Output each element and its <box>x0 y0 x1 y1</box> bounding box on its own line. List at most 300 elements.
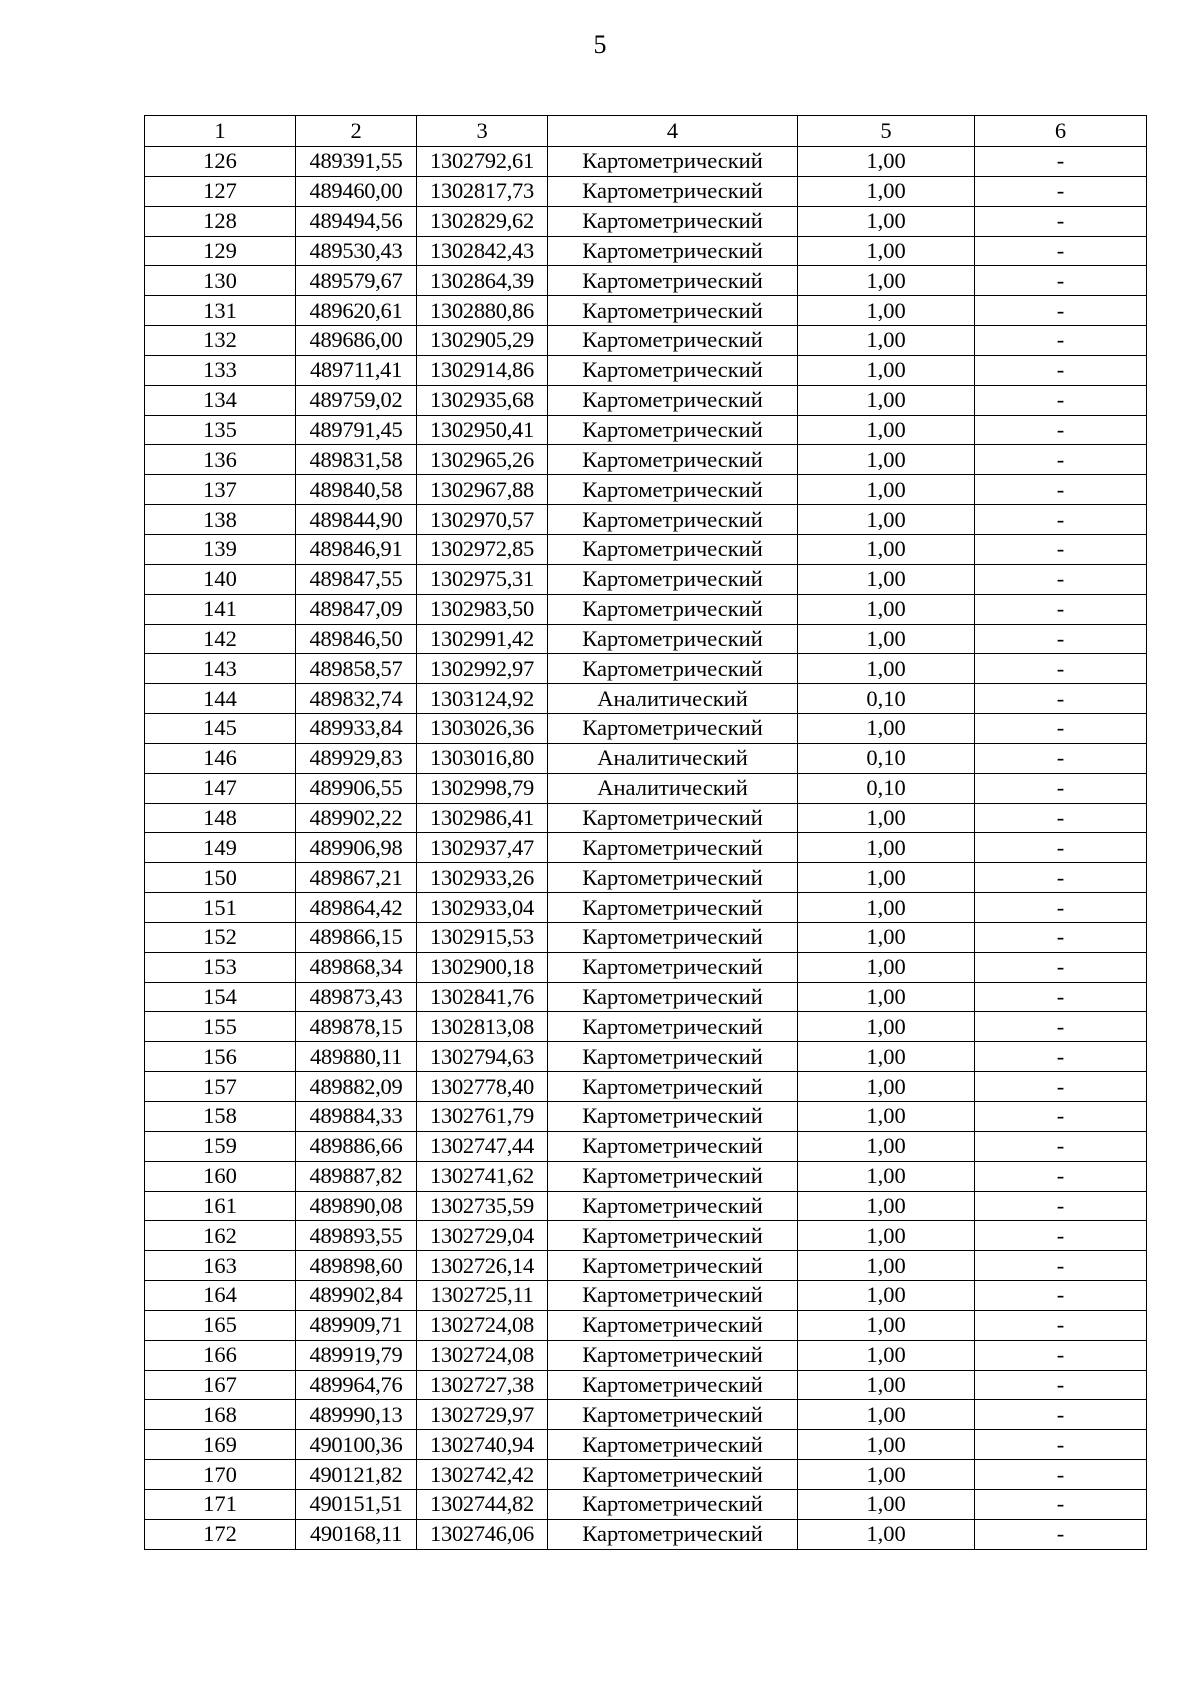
cell-accuracy: 1,00 <box>798 1251 975 1281</box>
table-row <box>145 952 1147 982</box>
cell-coord-x: 489391,55 <box>296 147 417 177</box>
cell-method: Картометрический <box>548 1072 798 1102</box>
cell-method: Картометрический <box>548 952 798 982</box>
cell-method: Картометрический <box>548 1281 798 1311</box>
cell-point-number: 137 <box>145 475 296 505</box>
cell-coord-x: 489902,22 <box>296 803 417 833</box>
header-cell-coord-x: 2 <box>296 116 417 147</box>
cell-method: Картометрический <box>548 147 798 177</box>
cell-point-number: 156 <box>145 1042 296 1072</box>
cell-note: - <box>975 1370 1147 1400</box>
cell-method: Картометрический <box>548 266 798 296</box>
table-row <box>145 1519 1147 1549</box>
cell-accuracy: 1,00 <box>798 266 975 296</box>
cell-coord-y: 1303016,80 <box>417 743 548 773</box>
cell-coord-y: 1302792,61 <box>417 147 548 177</box>
cell-coord-x: 489893,55 <box>296 1221 417 1251</box>
cell-method: Картометрический <box>548 624 798 654</box>
cell-accuracy: 1,00 <box>798 952 975 982</box>
cell-accuracy: 1,00 <box>798 982 975 1012</box>
table-row <box>145 1221 1147 1251</box>
cell-coord-x: 489847,09 <box>296 594 417 624</box>
cell-coord-x: 490121,82 <box>296 1460 417 1490</box>
cell-accuracy: 1,00 <box>798 326 975 356</box>
cell-note: - <box>975 1161 1147 1191</box>
cell-note: - <box>975 743 1147 773</box>
cell-coord-y: 1302900,18 <box>417 952 548 982</box>
table-row <box>145 1460 1147 1490</box>
cell-note: - <box>975 952 1147 982</box>
cell-accuracy: 0,10 <box>798 773 975 803</box>
cell-coord-y: 1302842,43 <box>417 236 548 266</box>
table-row <box>145 326 1147 356</box>
table-row <box>145 1251 1147 1281</box>
table-row <box>145 743 1147 773</box>
cell-method: Картометрический <box>548 1460 798 1490</box>
cell-coord-y: 1302740,94 <box>417 1430 548 1460</box>
cell-note: - <box>975 147 1147 177</box>
table-row <box>145 206 1147 236</box>
cell-note: - <box>975 922 1147 952</box>
cell-accuracy: 1,00 <box>798 505 975 535</box>
cell-method: Картометрический <box>548 1131 798 1161</box>
cell-note: - <box>975 1102 1147 1132</box>
cell-note: - <box>975 534 1147 564</box>
cell-point-number: 167 <box>145 1370 296 1400</box>
cell-point-number: 142 <box>145 624 296 654</box>
cell-note: - <box>975 594 1147 624</box>
cell-coord-y: 1302983,50 <box>417 594 548 624</box>
cell-coord-y: 1302998,79 <box>417 773 548 803</box>
cell-point-number: 169 <box>145 1430 296 1460</box>
cell-point-number: 145 <box>145 714 296 744</box>
cell-point-number: 134 <box>145 385 296 415</box>
table-row <box>145 594 1147 624</box>
table-row <box>145 684 1147 714</box>
cell-accuracy: 1,00 <box>798 863 975 893</box>
cell-method: Картометрический <box>548 564 798 594</box>
cell-accuracy: 1,00 <box>798 833 975 863</box>
cell-accuracy: 1,00 <box>798 1340 975 1370</box>
cell-note: - <box>975 415 1147 445</box>
cell-coord-x: 490100,36 <box>296 1430 417 1460</box>
cell-method: Картометрический <box>548 1191 798 1221</box>
cell-method: Картометрический <box>548 982 798 1012</box>
cell-method: Картометрический <box>548 803 798 833</box>
cell-point-number: 166 <box>145 1340 296 1370</box>
cell-method: Картометрический <box>548 714 798 744</box>
cell-coord-y: 1302965,26 <box>417 445 548 475</box>
cell-point-number: 144 <box>145 684 296 714</box>
table-row <box>145 176 1147 206</box>
cell-note: - <box>975 564 1147 594</box>
cell-accuracy: 1,00 <box>798 236 975 266</box>
cell-coord-y: 1302933,04 <box>417 893 548 923</box>
cell-note: - <box>975 773 1147 803</box>
cell-accuracy: 0,10 <box>798 684 975 714</box>
cell-accuracy: 1,00 <box>798 1042 975 1072</box>
cell-method: Картометрический <box>548 296 798 326</box>
cell-coord-x: 489887,82 <box>296 1161 417 1191</box>
cell-accuracy: 1,00 <box>798 893 975 923</box>
cell-method: Картометрический <box>548 206 798 236</box>
cell-coord-y: 1302864,39 <box>417 266 548 296</box>
cell-coord-y: 1302724,08 <box>417 1340 548 1370</box>
cell-method: Аналитический <box>548 773 798 803</box>
cell-point-number: 159 <box>145 1131 296 1161</box>
cell-method: Картометрический <box>548 1012 798 1042</box>
cell-point-number: 141 <box>145 594 296 624</box>
table-row <box>145 1489 1147 1519</box>
cell-coord-y: 1302761,79 <box>417 1102 548 1132</box>
cell-point-number: 130 <box>145 266 296 296</box>
cell-accuracy: 1,00 <box>798 654 975 684</box>
table-row <box>145 1161 1147 1191</box>
cell-method: Аналитический <box>548 743 798 773</box>
cell-method: Картометрический <box>548 654 798 684</box>
cell-note: - <box>975 982 1147 1012</box>
cell-coord-x: 489873,43 <box>296 982 417 1012</box>
cell-method: Картометрический <box>548 1102 798 1132</box>
cell-method: Картометрический <box>548 534 798 564</box>
cell-note: - <box>975 1221 1147 1251</box>
cell-coord-x: 489990,13 <box>296 1400 417 1430</box>
table-row <box>145 415 1147 445</box>
cell-accuracy: 1,00 <box>798 355 975 385</box>
cell-point-number: 149 <box>145 833 296 863</box>
cell-method: Картометрический <box>548 594 798 624</box>
cell-accuracy: 1,00 <box>798 475 975 505</box>
cell-method: Картометрический <box>548 893 798 923</box>
cell-method: Картометрический <box>548 236 798 266</box>
cell-method: Аналитический <box>548 684 798 714</box>
cell-method: Картометрический <box>548 863 798 893</box>
table-row <box>145 1281 1147 1311</box>
cell-point-number: 138 <box>145 505 296 535</box>
header-cell-note: 6 <box>975 116 1147 147</box>
cell-coord-x: 489933,84 <box>296 714 417 744</box>
cell-coord-y: 1302742,42 <box>417 1460 548 1490</box>
table-row <box>145 982 1147 1012</box>
cell-coord-y: 1302746,06 <box>417 1519 548 1549</box>
table-row <box>145 863 1147 893</box>
table-row <box>145 147 1147 177</box>
cell-point-number: 162 <box>145 1221 296 1251</box>
cell-accuracy: 1,00 <box>798 445 975 475</box>
cell-method: Картометрический <box>548 1161 798 1191</box>
cell-coord-x: 489711,41 <box>296 355 417 385</box>
cell-coord-x: 489579,67 <box>296 266 417 296</box>
cell-accuracy: 1,00 <box>798 594 975 624</box>
cell-coord-x: 489791,45 <box>296 415 417 445</box>
cell-coord-y: 1302970,57 <box>417 505 548 535</box>
cell-method: Картометрический <box>548 176 798 206</box>
cell-coord-x: 489886,66 <box>296 1131 417 1161</box>
cell-coord-x: 489759,02 <box>296 385 417 415</box>
cell-point-number: 152 <box>145 922 296 952</box>
cell-coord-x: 489906,98 <box>296 833 417 863</box>
cell-coord-y: 1302975,31 <box>417 564 548 594</box>
cell-note: - <box>975 1191 1147 1221</box>
cell-note: - <box>975 445 1147 475</box>
cell-coord-x: 489494,56 <box>296 206 417 236</box>
cell-point-number: 161 <box>145 1191 296 1221</box>
cell-point-number: 158 <box>145 1102 296 1132</box>
table-row <box>145 266 1147 296</box>
cell-coord-y: 1302726,14 <box>417 1251 548 1281</box>
cell-coord-x: 490151,51 <box>296 1489 417 1519</box>
cell-accuracy: 1,00 <box>798 1221 975 1251</box>
cell-coord-y: 1302735,59 <box>417 1191 548 1221</box>
table-row <box>145 714 1147 744</box>
cell-point-number: 165 <box>145 1310 296 1340</box>
cell-point-number: 139 <box>145 534 296 564</box>
cell-accuracy: 1,00 <box>798 714 975 744</box>
table-row <box>145 445 1147 475</box>
cell-note: - <box>975 505 1147 535</box>
cell-method: Картометрический <box>548 833 798 863</box>
cell-accuracy: 1,00 <box>798 1191 975 1221</box>
cell-coord-x: 489909,71 <box>296 1310 417 1340</box>
table-row <box>145 624 1147 654</box>
cell-coord-x: 489686,00 <box>296 326 417 356</box>
cell-accuracy: 1,00 <box>798 1131 975 1161</box>
cell-point-number: 135 <box>145 415 296 445</box>
cell-coord-x: 489880,11 <box>296 1042 417 1072</box>
cell-coord-y: 1302914,86 <box>417 355 548 385</box>
cell-method: Картометрический <box>548 326 798 356</box>
cell-point-number: 171 <box>145 1489 296 1519</box>
cell-coord-x: 489964,76 <box>296 1370 417 1400</box>
cell-note: - <box>975 684 1147 714</box>
cell-method: Картометрический <box>548 445 798 475</box>
cell-note: - <box>975 206 1147 236</box>
cell-coord-y: 1302991,42 <box>417 624 548 654</box>
cell-point-number: 164 <box>145 1281 296 1311</box>
table-row <box>145 1430 1147 1460</box>
cell-coord-x: 489460,00 <box>296 176 417 206</box>
cell-note: - <box>975 236 1147 266</box>
table-row <box>145 803 1147 833</box>
cell-accuracy: 1,00 <box>798 415 975 445</box>
cell-point-number: 148 <box>145 803 296 833</box>
table-row <box>145 1191 1147 1221</box>
cell-accuracy: 1,00 <box>798 1400 975 1430</box>
cell-accuracy: 1,00 <box>798 1460 975 1490</box>
cell-point-number: 157 <box>145 1072 296 1102</box>
cell-method: Картометрический <box>548 1400 798 1430</box>
cell-note: - <box>975 475 1147 505</box>
cell-coord-y: 1302729,04 <box>417 1221 548 1251</box>
cell-note: - <box>975 1072 1147 1102</box>
cell-point-number: 143 <box>145 654 296 684</box>
table-row <box>145 385 1147 415</box>
cell-coord-x: 489620,61 <box>296 296 417 326</box>
cell-coord-x: 489878,15 <box>296 1012 417 1042</box>
cell-point-number: 140 <box>145 564 296 594</box>
cell-accuracy: 1,00 <box>798 1161 975 1191</box>
cell-accuracy: 1,00 <box>798 534 975 564</box>
cell-coord-y: 1302744,82 <box>417 1489 548 1519</box>
table-row <box>145 236 1147 266</box>
table-header-row <box>145 116 1147 147</box>
table-row <box>145 505 1147 535</box>
cell-point-number: 129 <box>145 236 296 266</box>
header-cell-coord-y: 3 <box>417 116 548 147</box>
cell-point-number: 133 <box>145 355 296 385</box>
cell-note: - <box>975 1131 1147 1161</box>
cell-accuracy: 1,00 <box>798 206 975 236</box>
cell-method: Картометрический <box>548 355 798 385</box>
table-row <box>145 1310 1147 1340</box>
cell-coord-y: 1302937,47 <box>417 833 548 863</box>
cell-coord-y: 1302794,63 <box>417 1042 548 1072</box>
cell-point-number: 136 <box>145 445 296 475</box>
cell-coord-x: 489840,58 <box>296 475 417 505</box>
cell-coord-y: 1302992,97 <box>417 654 548 684</box>
table-row <box>145 355 1147 385</box>
cell-note: - <box>975 1012 1147 1042</box>
cell-note: - <box>975 1430 1147 1460</box>
cell-method: Картометрический <box>548 505 798 535</box>
cell-note: - <box>975 1310 1147 1340</box>
table-row <box>145 833 1147 863</box>
table-row <box>145 654 1147 684</box>
cell-coord-y: 1303124,92 <box>417 684 548 714</box>
cell-coord-y: 1302741,62 <box>417 1161 548 1191</box>
cell-method: Картометрический <box>548 1310 798 1340</box>
cell-note: - <box>975 893 1147 923</box>
cell-coord-x: 489902,84 <box>296 1281 417 1311</box>
cell-accuracy: 1,00 <box>798 803 975 833</box>
cell-point-number: 131 <box>145 296 296 326</box>
cell-note: - <box>975 1519 1147 1549</box>
cell-coord-x: 489832,74 <box>296 684 417 714</box>
cell-coord-y: 1302905,29 <box>417 326 548 356</box>
cell-method: Картометрический <box>548 922 798 952</box>
cell-coord-y: 1302950,41 <box>417 415 548 445</box>
cell-coord-x: 489858,57 <box>296 654 417 684</box>
cell-note: - <box>975 1042 1147 1072</box>
cell-accuracy: 1,00 <box>798 1310 975 1340</box>
cell-coord-x: 489906,55 <box>296 773 417 803</box>
cell-point-number: 128 <box>145 206 296 236</box>
cell-coord-x: 489530,43 <box>296 236 417 266</box>
table-row <box>145 1340 1147 1370</box>
cell-point-number: 153 <box>145 952 296 982</box>
table-row <box>145 1012 1147 1042</box>
table-row <box>145 1400 1147 1430</box>
cell-method: Картометрический <box>548 385 798 415</box>
cell-coord-x: 489868,34 <box>296 952 417 982</box>
cell-note: - <box>975 355 1147 385</box>
cell-coord-x: 489847,55 <box>296 564 417 594</box>
cell-method: Картометрический <box>548 415 798 445</box>
cell-accuracy: 1,00 <box>798 564 975 594</box>
cell-note: - <box>975 1489 1147 1519</box>
cell-accuracy: 1,00 <box>798 176 975 206</box>
cell-method: Картометрический <box>548 1519 798 1549</box>
cell-coord-x: 489864,42 <box>296 893 417 923</box>
cell-coord-y: 1302724,08 <box>417 1310 548 1340</box>
cell-coord-x: 490168,11 <box>296 1519 417 1549</box>
cell-accuracy: 1,00 <box>798 296 975 326</box>
header-cell-accuracy: 5 <box>798 116 975 147</box>
table-row <box>145 1131 1147 1161</box>
table-row <box>145 922 1147 952</box>
cell-accuracy: 1,00 <box>798 1281 975 1311</box>
cell-method: Картометрический <box>548 1221 798 1251</box>
table-row <box>145 1072 1147 1102</box>
cell-coord-y: 1302747,44 <box>417 1131 548 1161</box>
header-cell-point-number: 1 <box>145 116 296 147</box>
cell-point-number: 151 <box>145 893 296 923</box>
cell-accuracy: 1,00 <box>798 1012 975 1042</box>
cell-method: Картометрический <box>548 475 798 505</box>
cell-note: - <box>975 714 1147 744</box>
cell-coord-y: 1302817,73 <box>417 176 548 206</box>
cell-coord-y: 1302880,86 <box>417 296 548 326</box>
cell-note: - <box>975 385 1147 415</box>
cell-coord-x: 489884,33 <box>296 1102 417 1132</box>
table-row <box>145 1370 1147 1400</box>
cell-point-number: 155 <box>145 1012 296 1042</box>
table-row <box>145 564 1147 594</box>
cell-coord-x: 489846,91 <box>296 534 417 564</box>
cell-coord-y: 1302915,53 <box>417 922 548 952</box>
cell-method: Картометрический <box>548 1489 798 1519</box>
cell-point-number: 170 <box>145 1460 296 1490</box>
cell-accuracy: 1,00 <box>798 1489 975 1519</box>
cell-accuracy: 1,00 <box>798 922 975 952</box>
table-row <box>145 1042 1147 1072</box>
cell-coord-x: 489898,60 <box>296 1251 417 1281</box>
cell-note: - <box>975 326 1147 356</box>
cell-coord-x: 489846,50 <box>296 624 417 654</box>
cell-method: Картометрический <box>548 1430 798 1460</box>
page-number: 5 <box>593 30 607 59</box>
cell-coord-y: 1302813,08 <box>417 1012 548 1042</box>
cell-note: - <box>975 1400 1147 1430</box>
cell-note: - <box>975 1281 1147 1311</box>
cell-note: - <box>975 176 1147 206</box>
cell-point-number: 163 <box>145 1251 296 1281</box>
cell-point-number: 172 <box>145 1519 296 1549</box>
header-cell-method: 4 <box>548 116 798 147</box>
cell-point-number: 127 <box>145 176 296 206</box>
cell-accuracy: 1,00 <box>798 1072 975 1102</box>
cell-note: - <box>975 833 1147 863</box>
cell-coord-y: 1302725,11 <box>417 1281 548 1311</box>
cell-note: - <box>975 624 1147 654</box>
table-row <box>145 1102 1147 1132</box>
cell-coord-y: 1302986,41 <box>417 803 548 833</box>
cell-accuracy: 0,10 <box>798 743 975 773</box>
cell-accuracy: 1,00 <box>798 385 975 415</box>
cell-note: - <box>975 1340 1147 1370</box>
cell-coord-y: 1302729,97 <box>417 1400 548 1430</box>
cell-note: - <box>975 1460 1147 1490</box>
coordinates-table <box>144 115 1147 1550</box>
cell-accuracy: 1,00 <box>798 1430 975 1460</box>
cell-accuracy: 1,00 <box>798 1102 975 1132</box>
cell-note: - <box>975 863 1147 893</box>
cell-coord-y: 1302829,62 <box>417 206 548 236</box>
cell-accuracy: 1,00 <box>798 624 975 654</box>
cell-method: Картометрический <box>548 1251 798 1281</box>
cell-coord-x: 489866,15 <box>296 922 417 952</box>
table-row <box>145 893 1147 923</box>
